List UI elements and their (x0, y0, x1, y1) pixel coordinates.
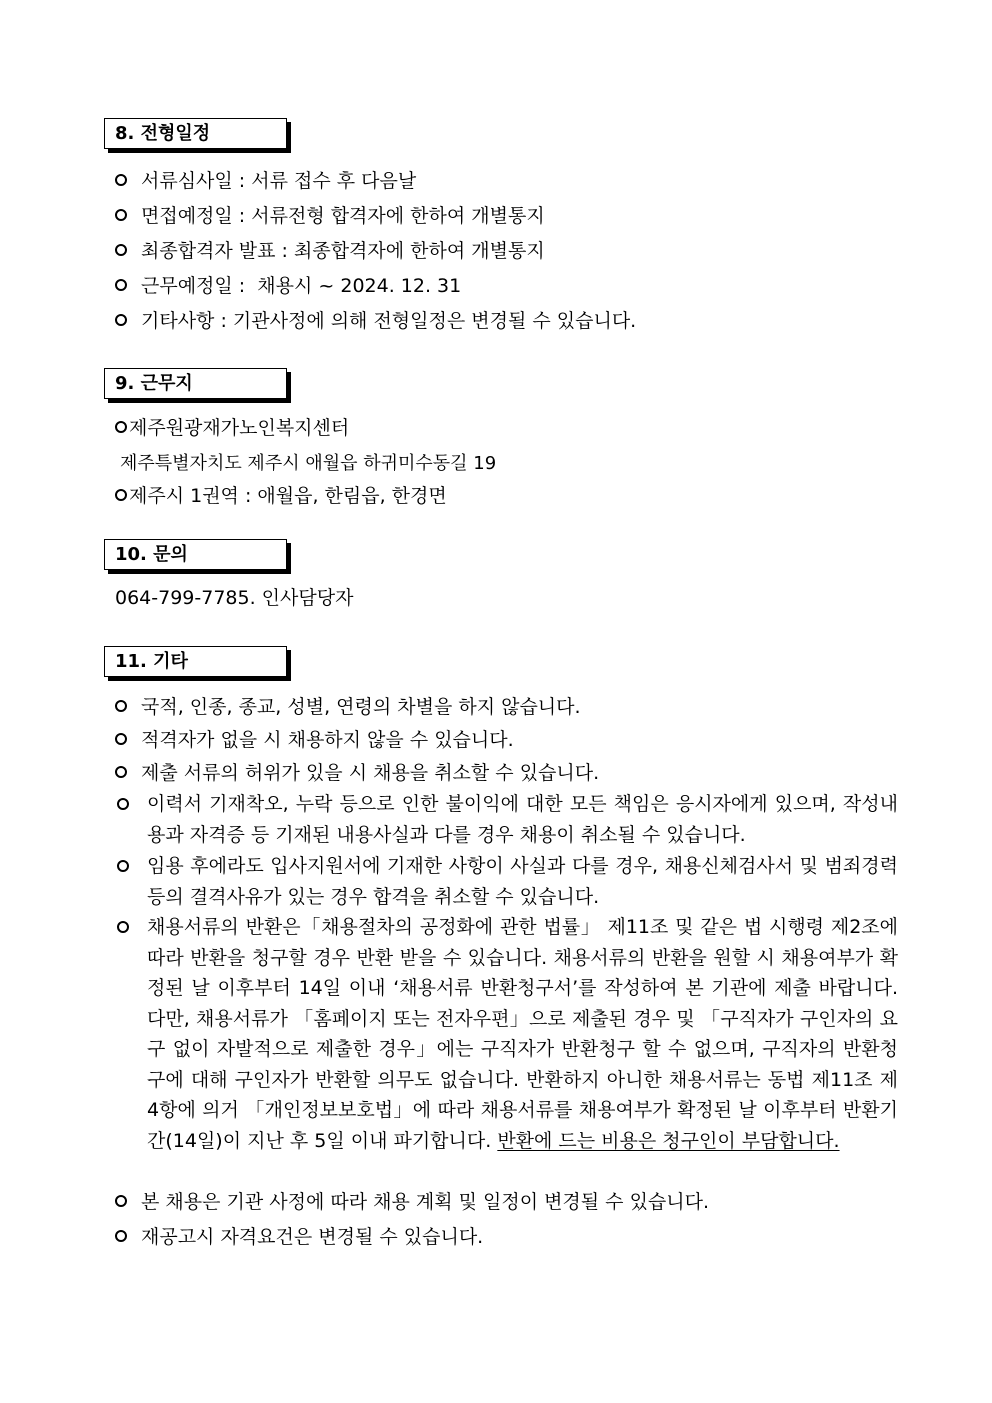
circle-bullet-icon (115, 700, 127, 712)
circle-bullet-icon (115, 314, 127, 326)
list-item: 면접예정일 : 서류전형 합격자에 한하여 개별통지 (115, 205, 545, 227)
list-item: 근무예정일 : 채용시 ~ 2024. 12. 31 (115, 275, 461, 297)
section-heading-schedule: 8. 전형일정 (104, 118, 287, 149)
circle-bullet-icon (115, 244, 127, 256)
workplace-area: 제주시 1권역 : 애월읍, 한림읍, 한경면 (115, 485, 447, 507)
circle-bullet-icon (115, 766, 127, 778)
circle-bullet-icon (115, 1195, 127, 1207)
circle-bullet-icon (115, 1230, 127, 1242)
list-item: 기타사항 : 기관사정에 의해 전형일정은 변경될 수 있습니다. (115, 310, 636, 332)
list-item: 채용서류의 반환은「채용절차의 공정화에 관한 법률」 제11조 및 같은 법 시행령 제2조에 따라 반환을 청구할 경우 반환 받을 수 있습니다. 채용서류의 반환을 원할 시 채용여부가 확정된 날 이후부터 14일 이내 ‘채용서류 반환청구서’를 작성하여 본 기관에 제출 바랍니다. 다만, 채용서류가 「홈페이지 또는 전자우편」으로 제출된 경우 및 「구직자가 구인자의 요구 없이 자발적으로 제출한 경우」에는 구직자가 반환청구 할 수 없으며, 구직자의 반환청구에 대해 구인자가 반환할 의무도 없습니다. 반환하지 아니한 채용서류는 동법 제11조 제4항에 의거 「개인정보보호법」에 따라 채용서류를 채용여부가 확정된 날 이후부터 반환기간(14일)이 지난 후 5일 이내 파기합니다. 반환에 드는 비용은 청구인이 부담합니다. (115, 912, 898, 1156)
workplace-name: 제주원광재가노인복지센터 (115, 417, 349, 439)
circle-bullet-icon (117, 860, 129, 872)
circle-bullet-icon (115, 209, 127, 221)
list-item: 재공고시 자격요건은 변경될 수 있습니다. (115, 1226, 483, 1248)
circle-bullet-icon (115, 421, 127, 433)
list-item: 적격자가 없을 시 채용하지 않을 수 있습니다. (115, 729, 514, 751)
list-item: 이력서 기재착오, 누락 등으로 인한 불이익에 대한 모든 책임은 응시자에게 있으며, 작성내용과 자격증 등 기재된 내용사실과 다를 경우 채용이 취소될 수 있습니다. (115, 789, 898, 850)
circle-bullet-icon (115, 489, 127, 501)
list-item: 제출 서류의 허위가 있을 시 채용을 취소할 수 있습니다. (115, 762, 599, 784)
circle-bullet-icon (117, 921, 129, 933)
circle-bullet-icon (115, 279, 127, 291)
list-item: 서류심사일 : 서류 접수 후 다음날 (115, 170, 416, 192)
list-item: 임용 후에라도 입사지원서에 기재한 사항이 사실과 다를 경우, 채용신체검사서 및 범죄경력 등의 결격사유가 있는 경우 합격을 취소할 수 있습니다. (115, 851, 898, 912)
circle-bullet-icon (117, 798, 129, 810)
list-item: 최종합격자 발표 : 최종합격자에 한하여 개별통지 (115, 240, 545, 262)
list-item: 국적, 인종, 종교, 성별, 연령의 차별을 하지 않습니다. (115, 696, 581, 718)
section-heading-etc: 11. 기타 (104, 646, 287, 677)
underlined-note: 반환에 드는 비용은 청구인이 부담합니다. (497, 1129, 840, 1152)
circle-bullet-icon (115, 174, 127, 186)
contact-info: 064-799-7785. 인사담당자 (115, 587, 354, 609)
section-heading-workplace: 9. 근무지 (104, 368, 287, 399)
circle-bullet-icon (115, 733, 127, 745)
section-heading-inquiry: 10. 문의 (104, 539, 287, 570)
list-item: 본 채용은 기관 사정에 따라 채용 계획 및 일정이 변경될 수 있습니다. (115, 1191, 709, 1213)
workplace-address: 제주특별자치도 제주시 애월읍 하귀미수동길 19 (120, 453, 497, 474)
